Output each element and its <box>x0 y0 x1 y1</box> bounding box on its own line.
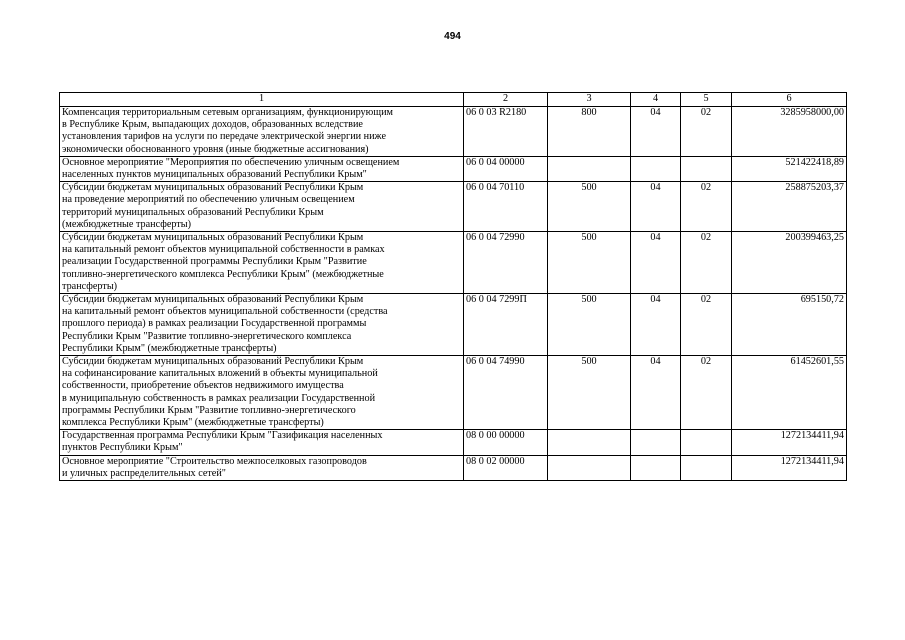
description-line: на проведение мероприятий по обеспечению уличным освещением <box>62 194 355 206</box>
description-line: экономически обоснованного уровня (иные бюджетные ассигнования) <box>62 143 369 155</box>
description-line: и уличных распределительных сетей" <box>62 467 226 479</box>
budget-code: 06 0 04 70110 <box>464 182 548 232</box>
section-code: 04 <box>631 294 681 356</box>
budget-code: 06 0 04 72990 <box>464 232 548 294</box>
table-row <box>60 156 847 181</box>
expense-type: 500 <box>548 294 631 356</box>
description-line: трансферты) <box>62 280 118 292</box>
section-code: 04 <box>631 107 681 157</box>
description-line: пунктов Республики Крым" <box>62 442 183 454</box>
table-row <box>60 430 847 455</box>
subsection-code: 02 <box>681 107 732 157</box>
expense-type: 800 <box>548 107 631 157</box>
amount: 258875203,37 <box>732 182 847 232</box>
description-line: на софинансирование капитальных вложений в объекты муниципальной <box>62 368 378 380</box>
amount: 1272134411,94 <box>732 455 847 480</box>
table-row <box>60 107 847 157</box>
description-line: топливно-энергетического комплекса Республики Крым" (межбюджетные <box>62 268 384 280</box>
subsection-code <box>681 430 732 455</box>
section-code: 04 <box>631 232 681 294</box>
section-code: 04 <box>631 356 681 430</box>
budget-code: 06 0 04 00000 <box>464 156 548 181</box>
row-description <box>60 455 464 480</box>
subsection-code <box>681 455 732 480</box>
budget-code: 06 0 04 74990 <box>464 356 548 430</box>
description-line: на капитальный ремонт объектов муниципальной собственности в рамках <box>62 244 385 256</box>
amount: 200399463,25 <box>732 232 847 294</box>
column-header: 2 <box>464 93 548 107</box>
description-line: реализации Государственной программы Республики Крым "Развитие <box>62 256 367 268</box>
row-description <box>60 356 464 430</box>
row-description <box>60 294 464 356</box>
page-number: 494 <box>444 31 461 42</box>
section-code: 04 <box>631 182 681 232</box>
column-header: 6 <box>732 93 847 107</box>
description-line: территорий муниципальных образований Республики Крым <box>62 206 324 218</box>
budget-code: 06 0 04 7299П <box>464 294 548 356</box>
description-line: программы Республики Крым "Развитие топливно-энергетического <box>62 404 356 416</box>
section-code <box>631 430 681 455</box>
row-description <box>60 232 464 294</box>
description-line: в муниципальную собственность в рамках реализации Государственной <box>62 392 376 404</box>
description-line: в Республике Крым, выпадающих доходов, образованных вследствие <box>62 119 363 131</box>
section-code <box>631 455 681 480</box>
column-header: 5 <box>681 93 732 107</box>
table-header-row <box>60 93 847 107</box>
table-row <box>60 455 847 480</box>
amount: 61452601,55 <box>732 356 847 430</box>
subsection-code: 02 <box>681 294 732 356</box>
budget-code: 08 0 02 00000 <box>464 455 548 480</box>
subsection-code: 02 <box>681 356 732 430</box>
subsection-code: 02 <box>681 232 732 294</box>
row-description <box>60 107 464 157</box>
table-row <box>60 294 847 356</box>
expense-type <box>548 156 631 181</box>
table-row <box>60 356 847 430</box>
description-line: Субсидии бюджетам муниципальных образований Республики Крым <box>62 182 364 194</box>
description-line: Субсидии бюджетам муниципальных образований Республики Крым <box>62 294 364 306</box>
column-header: 4 <box>631 93 681 107</box>
description-line: установления тарифов на услуги по передаче электрической энергии ниже <box>62 131 386 143</box>
budget-table <box>59 92 847 481</box>
description-line: Республики Крым" (межбюджетные трансферты) <box>62 342 277 354</box>
row-description <box>60 430 464 455</box>
row-description <box>60 156 464 181</box>
amount: 3285958000,00 <box>732 107 847 157</box>
description-line: Государственная программа Республики Крым "Газификация населенных <box>62 430 383 442</box>
description-line: Основное мероприятие "Строительство межпоселковых газопроводов <box>62 455 367 467</box>
amount: 695150,72 <box>732 294 847 356</box>
row-description <box>60 182 464 232</box>
section-code <box>631 156 681 181</box>
description-line: Республики Крым "Развитие топливно-энергетического комплекса <box>62 330 352 342</box>
amount: 1272134411,94 <box>732 430 847 455</box>
column-header: 1 <box>60 93 464 107</box>
subsection-code: 02 <box>681 182 732 232</box>
column-header: 3 <box>548 93 631 107</box>
description-line: Основное мероприятие "Мероприятия по обеспечению уличным освещением <box>62 156 400 168</box>
description-line: Компенсация территориальным сетевым организациям, функционирующим <box>62 107 393 118</box>
expense-type <box>548 430 631 455</box>
description-line: Субсидии бюджетам муниципальных образований Республики Крым <box>62 232 364 244</box>
subsection-code <box>681 156 732 181</box>
budget-code: 06 0 03 R2180 <box>464 107 548 157</box>
table-row <box>60 182 847 232</box>
expense-type: 500 <box>548 356 631 430</box>
expense-type: 500 <box>548 232 631 294</box>
description-line: прошлого периода) в рамках реализации Государственной программы <box>62 318 367 330</box>
description-line: комплекса Республики Крым" (межбюджетные трансферты) <box>62 417 324 429</box>
table-row <box>60 232 847 294</box>
table-body <box>60 107 847 481</box>
amount: 521422418,89 <box>732 156 847 181</box>
description-line: (межбюджетные трансферты) <box>62 218 192 230</box>
description-line: Субсидии бюджетам муниципальных образований Республики Крым <box>62 356 364 368</box>
expense-type <box>548 455 631 480</box>
description-line: собственности, приобретение объектов недвижимого имущества <box>62 380 344 392</box>
expense-type: 500 <box>548 182 631 232</box>
description-line: на капитальный ремонт объектов муниципальной собственности (средства <box>62 306 388 318</box>
description-line: населенных пунктов муниципальных образований Республики Крым" <box>62 169 367 181</box>
budget-code: 08 0 00 00000 <box>464 430 548 455</box>
